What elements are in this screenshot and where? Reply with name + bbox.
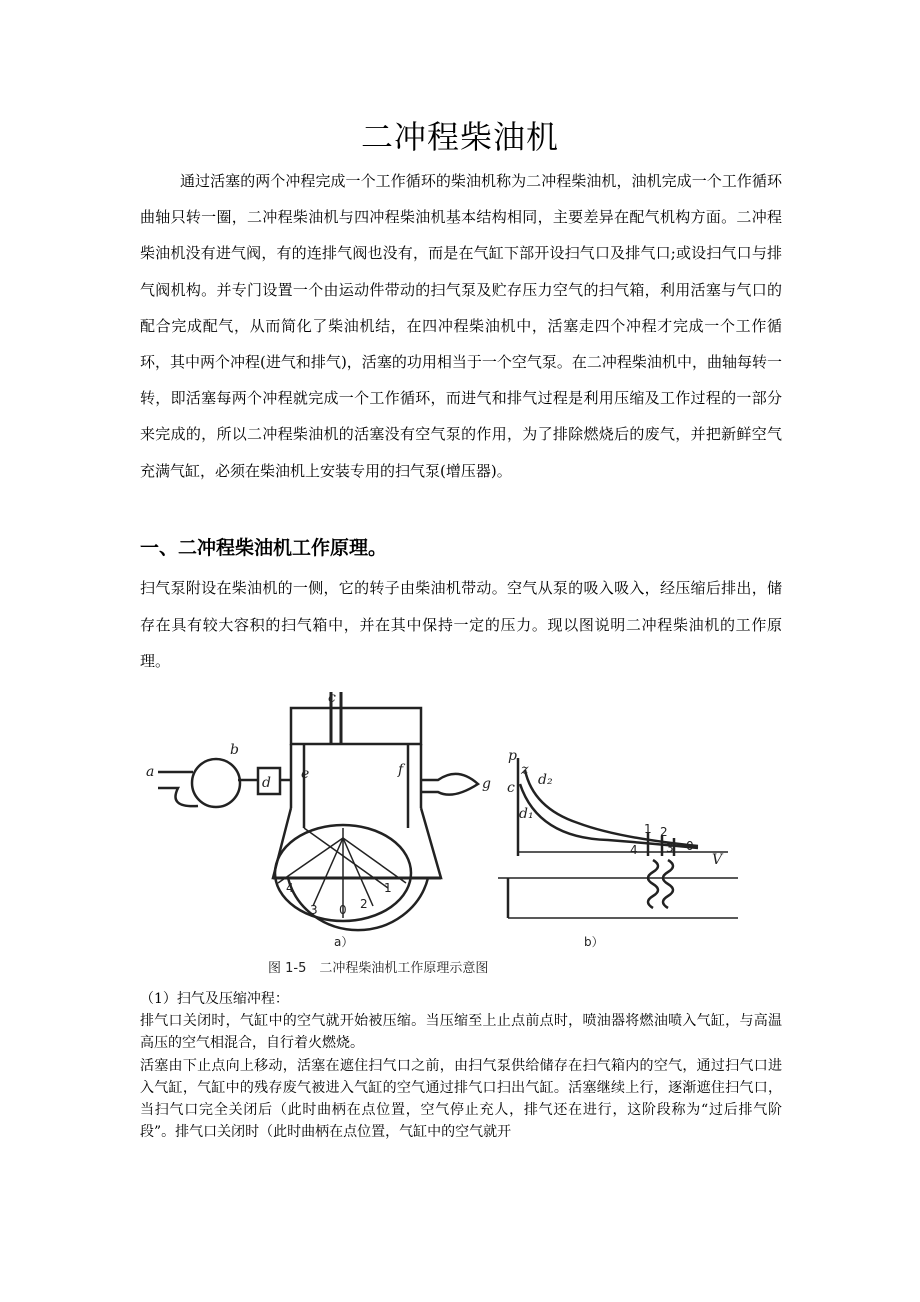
svg-text:2: 2 <box>660 825 668 839</box>
svg-text:3: 3 <box>666 841 674 855</box>
label-c: c <box>328 690 336 706</box>
svg-text:4: 4 <box>630 843 638 857</box>
svg-text:d₁: d₁ <box>519 806 534 822</box>
figure-caption: 图 1-5 二冲程柴油机工作原理示意图 <box>268 961 489 976</box>
subfigure-b-label: b） <box>584 935 604 949</box>
label-g: g <box>482 776 491 792</box>
scavenge-pump <box>192 759 240 807</box>
svg-text:1: 1 <box>644 822 652 836</box>
section-heading: 一、二冲程柴油机工作原理。 <box>140 537 388 559</box>
exhaust-pipe <box>421 774 478 795</box>
label-e: e <box>301 766 310 782</box>
step1-block <box>140 988 782 1143</box>
engine-diagram-figure <box>138 688 748 983</box>
svg-text:3: 3 <box>310 903 318 917</box>
label-b: b <box>230 742 239 758</box>
intro-paragraph: 通过活塞的两个冲程完成一个工作循环的柴油机称为二冲程柴油机，油机完成一个工作循环曲轴只转一圈，二冲程柴油机与四冲程柴油机基本结构相同，主要差异在配气机构方面。二冲程柴油机没有进气阀，有的连排气阀也没有，而是在气缸下部开设扫气口及排气口;或设扫气口与排气阀机构。并专门设置一个由运动件带动的扫气泵及贮存压力空气的扫气箱，利用活塞与气口的配合完成配气，从而简化了柴油机结，在四冲程柴油机中，活塞走四个冲程才完成一个工作循环，其中两个冲程(进气和排气)，活塞的功用相当于一个空气泵。在二冲程柴油机中，曲轴每转一转，即活塞每两个冲程就完成一个工作循环，而进气和排气过程是利用压缩及工作过程的一部分来完成的，所以二冲程柴油机的活塞没有空气泵的作用，为了排除燃烧后的废气，并把新鲜空气充满气缸，必须在柴油机上安装专用的扫气泵(增压器)。 <box>140 172 782 480</box>
document-title: 二冲程柴油机 <box>360 118 559 156</box>
step1-paragraph-2: 活塞由下止点向上移动，活塞在遮住扫气口之前，由扫气泵供给储存在扫气箱内的空气，通过扫气口进入气缸，气缸中的残存废气被进入气缸的空气通过排气口扫出气缸。活塞继续上行，逐渐遮住扫气口，当扫气口完全关闭后（此时曲柄在点位置，空气停止充人，排气还在进行，这阶段称为“过后排气阶段”。排气口关闭时（此时曲柄在点位置，气缸中的空气就开 <box>140 1057 782 1141</box>
label-f: f <box>398 762 404 778</box>
step1-paragraph-1: 排气口关闭时，气缸中的空气就开始被压缩。当压缩至上止点前点时，喷油器将燃油喷入气缸，与高温高压的空气相混合，自行着火燃烧。 <box>140 1013 782 1052</box>
step1-heading: （1）扫气及压缩冲程： <box>140 991 289 1007</box>
svg-text:4: 4 <box>286 881 294 895</box>
svg-text:c: c <box>507 780 515 796</box>
svg-text:z: z <box>521 762 529 778</box>
svg-text:0: 0 <box>339 903 347 917</box>
subfigure-a-label: a） <box>334 935 354 949</box>
v-axis-label: V <box>712 852 723 868</box>
cylinder-head <box>291 708 421 744</box>
label-d: d <box>262 775 271 791</box>
label-a: a <box>146 764 155 780</box>
section-paragraph: 扫气泵附设在柴油机的一侧，它的转子由柴油机带动。空气从泵的吸入吸入，经压缩后排出，储存在具有较大容积的扫气箱中，并在其中保持一定的压力。现以图说明二冲程柴油机的工作原理。 <box>140 579 782 670</box>
p-axis-label: p <box>508 748 517 764</box>
svg-text:0: 0 <box>686 839 694 853</box>
svg-text:2: 2 <box>360 897 368 911</box>
svg-text:1: 1 <box>384 881 392 895</box>
svg-text:d₂: d₂ <box>538 772 553 788</box>
